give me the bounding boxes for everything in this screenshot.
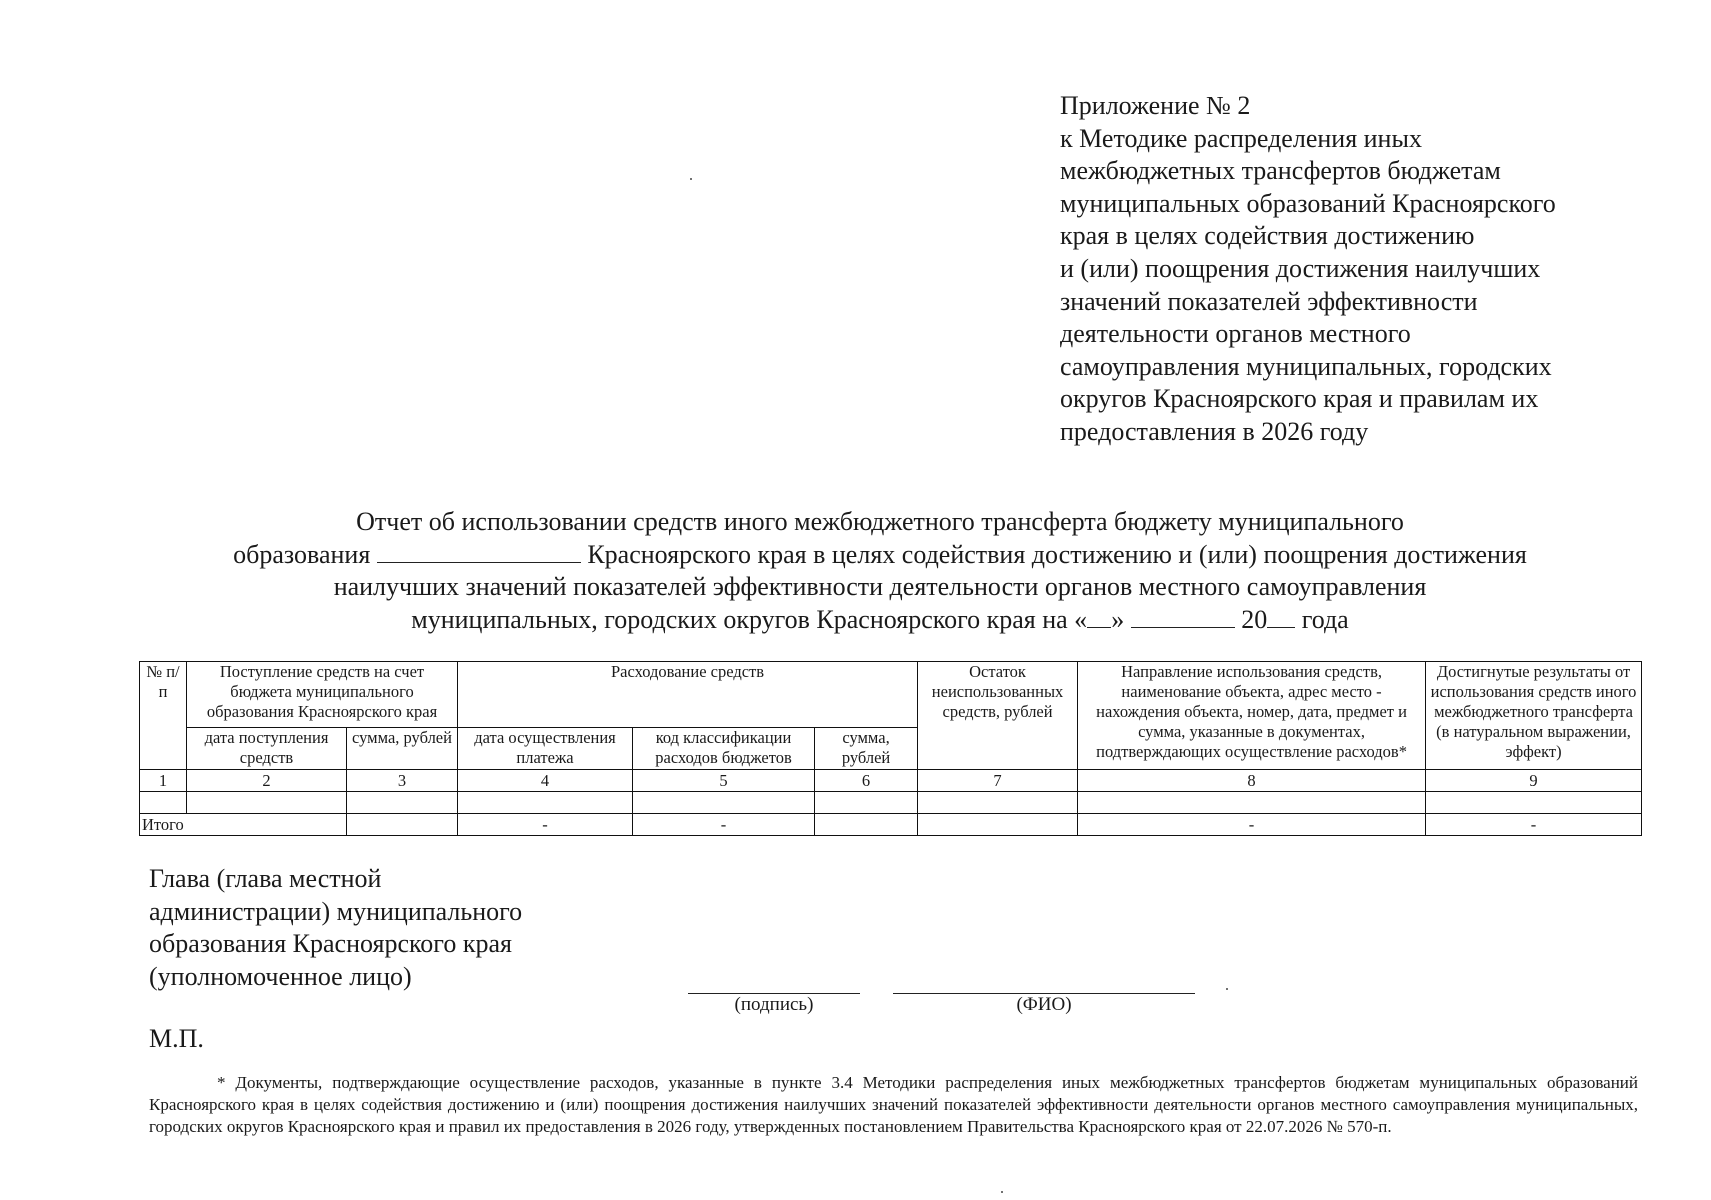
- appendix-line: края в целях содействия достижению: [1060, 221, 1475, 251]
- table-cell[interactable]: [918, 792, 1078, 814]
- column-number: 4: [458, 770, 633, 792]
- signer-line: Глава (глава местной: [149, 864, 382, 893]
- table-cell[interactable]: [458, 792, 633, 814]
- title-line-2-end: Красноярского края в целях содействия достижению и (или) поощрения достижения: [587, 539, 1527, 569]
- scan-speck: [690, 178, 692, 180]
- total-cell: -: [1426, 814, 1642, 836]
- title-line-1: Отчет об использовании средств иного межбюджетного трансферта бюджету муниципального: [356, 507, 1404, 536]
- header-row-1: [140, 662, 1642, 728]
- scan-speck: [1001, 1191, 1003, 1193]
- header-results: Достигнутые результаты от использования средств иного межбюджетного трансферта (в натуральном выражении, эффект): [1426, 662, 1642, 770]
- total-cell: -: [458, 814, 633, 836]
- footnote: [149, 1072, 1638, 1139]
- appendix-line: предоставления в 2026 году: [1060, 416, 1369, 446]
- header-direction: Направление использования средств, наименование объекта, адрес место - нахождения объекта, номер, дата, предмет и сумма, указанные в документах, подтверждающих осуществление расходов*: [1078, 662, 1426, 770]
- column-number: 5: [633, 770, 815, 792]
- column-number: 7: [918, 770, 1078, 792]
- table-cell[interactable]: [815, 792, 918, 814]
- title-line-2-start: образования: [233, 539, 371, 569]
- total-cell: [918, 814, 1078, 836]
- header-spending-sum: сумма, рублей: [815, 727, 918, 770]
- appendix-line: самоуправления муниципальных, городских: [1060, 351, 1552, 381]
- year-prefix: 20: [1241, 604, 1268, 634]
- column-number: 8: [1078, 770, 1426, 792]
- table-cell[interactable]: [1078, 792, 1426, 814]
- header-remainder: Остаток неиспользованных средств, рублей: [918, 662, 1078, 770]
- appendix-line: межбюджетных трансфертов бюджетам: [1060, 156, 1501, 186]
- total-label: Итого: [140, 814, 347, 836]
- footnote-text: * Документы, подтверждающие осуществление расходов, указанные в пункте 3.4 Методики распределения иных межбюджетных трансфертов бюджетам муниципальных образований Красноярского края в целях содействия достижению и (или) поощрения достижения наилучших значений показателей эффективности деятельности органов местного самоуправления муниципальных, городских округов Красноярского края и правил их предоставления в 2026 году, утвержденных постановлением Правительства Красноярского края от 22.07.2026 № 570-п.: [149, 1073, 1638, 1137]
- column-number: 1: [140, 770, 187, 792]
- quote-close: »: [1111, 604, 1125, 634]
- appendix-header: [1060, 90, 1660, 449]
- table-cell[interactable]: [1426, 792, 1642, 814]
- total-cell: [815, 814, 918, 836]
- year-blank: [1267, 605, 1295, 628]
- table-cell[interactable]: [187, 792, 347, 814]
- appendix-line: и (или) поощрения достижения наилучших: [1060, 253, 1541, 283]
- column-number: 9: [1426, 770, 1642, 792]
- title-line-2: [140, 539, 1620, 572]
- appendix-line: округов Красноярского края и правилам их: [1060, 384, 1539, 414]
- title-line-4-start: муниципальных, городских округов Красноярского края на «: [411, 604, 1088, 634]
- appendix-line: к Методике распределения иных: [1060, 123, 1422, 153]
- report-title: [140, 506, 1620, 636]
- signature-label: (подпись): [734, 994, 814, 1015]
- table-cell[interactable]: [633, 792, 815, 814]
- full-name-label: (ФИО): [1016, 994, 1072, 1015]
- signer-line: администрации) муниципального: [149, 896, 523, 926]
- header-spending-group: Расходование средств: [458, 662, 918, 728]
- header-budget-code: код классификации расходов бюджетов: [633, 727, 815, 770]
- total-cell: -: [1078, 814, 1426, 836]
- header-income-date: дата поступления средств: [187, 727, 347, 770]
- report-table: [139, 661, 1642, 836]
- column-numbers-row: [140, 770, 1642, 792]
- appendix-line: значений показателей эффективности: [1060, 286, 1478, 316]
- signer-line: (уполномоченное лицо): [149, 961, 412, 991]
- municipality-blank: [377, 540, 581, 563]
- header-num: № п/п: [140, 662, 187, 770]
- signer-title: [149, 863, 669, 993]
- table-cell[interactable]: [140, 792, 187, 814]
- empty-data-row: [140, 792, 1642, 814]
- header-payment-date: дата осуществления платежа: [458, 727, 633, 770]
- month-blank: [1131, 605, 1235, 628]
- day-blank: [1087, 605, 1111, 628]
- column-number: 3: [347, 770, 458, 792]
- column-number: 6: [815, 770, 918, 792]
- title-line-4: [140, 604, 1620, 637]
- table-cell[interactable]: [347, 792, 458, 814]
- title-line-3: наилучших значений показателей эффективности деятельности органов местного самоуправления: [333, 572, 1427, 601]
- appendix-line: деятельности органов местного: [1060, 319, 1411, 349]
- title-line-4-end: года: [1301, 604, 1349, 634]
- stamp-place: М.П.: [149, 1024, 204, 1053]
- signer-line: образования Красноярского края: [149, 929, 512, 958]
- total-cell: [347, 814, 458, 836]
- total-cell: -: [633, 814, 815, 836]
- scan-speck: [1226, 988, 1228, 990]
- appendix-line: Приложение № 2: [1060, 91, 1251, 120]
- header-income-sum: сумма, рублей: [347, 727, 458, 770]
- total-row: [140, 814, 1642, 836]
- column-number: 2: [187, 770, 347, 792]
- header-income-group: Поступление средств на счет бюджета муниципального образования Красноярского края: [187, 662, 458, 728]
- appendix-line: муниципальных образований Красноярского: [1060, 188, 1556, 218]
